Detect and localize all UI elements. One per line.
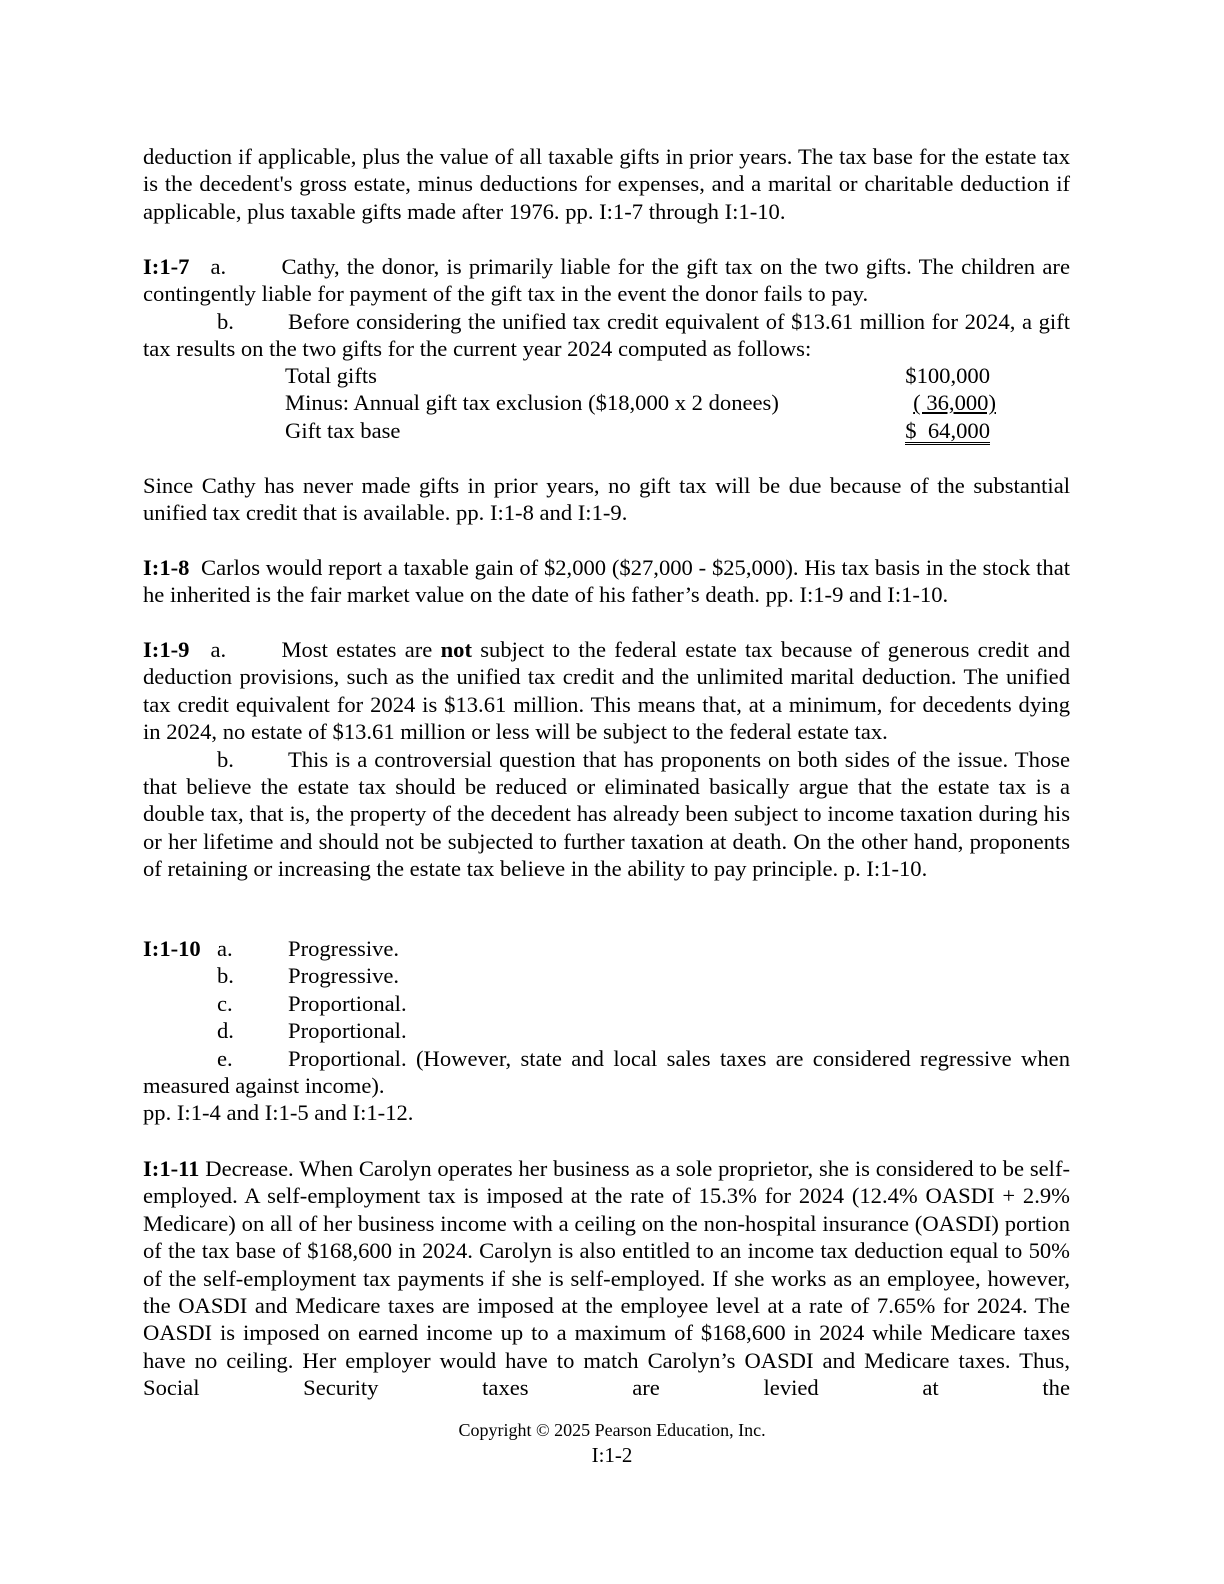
calc-amount: $ 64,000 — [905, 417, 990, 443]
question-10 — [143, 935, 1070, 1127]
q9-a-text-after: subject to the federal estate tax because of generous credit and deduction provisions, such as the unified tax credit and the unlimited marital deduction. The unified tax credit equivalent for 2024 is $13.61 million. This means that, at a minimum, for decedents dying in 2024, no estate of $13.61 million or less will be subject to the federal estate tax. — [143, 637, 1070, 745]
question-8 — [143, 554, 1070, 609]
q10-item-text: Proportional. — [288, 990, 407, 1016]
question-11 — [143, 1155, 1070, 1402]
q9-part-b — [143, 746, 1070, 883]
q7-conclusion: Since Cathy has never made gifts in prior years, no gift tax will be due because of the substantial unified tax credit that is available. pp. I:1-8 and I:1-9. — [143, 473, 1070, 526]
q7-part-a — [143, 253, 1070, 308]
q9-a-text-bold: not — [440, 637, 472, 662]
q10-reference: pp. I:1-4 and I:1-5 and I:1-12. — [143, 1100, 414, 1126]
q10-item — [143, 935, 1070, 962]
q10-item — [143, 962, 1070, 989]
q7-part-b — [143, 308, 1070, 363]
q7-label: I:1-7 — [143, 254, 190, 279]
question-9 — [143, 636, 1070, 883]
q10-item — [143, 990, 1070, 1017]
q9-b-text: This is a controversial question that has proponents on both sides of the issue. Those that believe the estate tax should be reduced or eliminated basically argue that the estate tax is a double tax, that is, the property of the decedent has already been subject to income taxation during his or her lifetime and should not be subjected to further taxation at death. On the other hand, proponents of retaining or increasing the estate tax believe in the ability to pay principle. p. I:1-10. — [143, 746, 1070, 882]
page-number: I:1-2 — [591, 1443, 633, 1467]
q10-item-letter: c. — [217, 990, 233, 1016]
copyright-notice: Copyright © 2025 Pearson Education, Inc. — [458, 1420, 766, 1440]
q9-a-letter: a. — [210, 637, 227, 662]
q11-label: I:1-11 — [143, 1156, 200, 1181]
q9-label: I:1-9 — [143, 637, 190, 662]
calc-label: Total gifts — [285, 363, 377, 388]
q7-b-text: Before considering the unified tax credit equivalent of $13.61 million for 2024, a gift tax results on the two gifts for the current year 2024 computed as follows: — [143, 308, 1070, 362]
calc-row-exclusion — [285, 389, 996, 416]
q10-item-e — [143, 1045, 1070, 1100]
q10-item-letter: b. — [217, 963, 234, 989]
q10-item-text: Progressive. — [288, 936, 400, 961]
q7-b-letter: b. — [217, 308, 234, 334]
calc-amount: $100,000 — [905, 363, 990, 388]
q8-label: I:1-8 — [143, 555, 190, 580]
q10-item-text: Proportional. — [288, 1018, 407, 1044]
q7-a-letter: a. — [210, 254, 227, 279]
intro-paragraph — [143, 143, 1070, 225]
q9-part-a — [143, 636, 1070, 746]
q9-b-letter: b. — [217, 746, 234, 772]
q10-item-letter: a. — [217, 936, 233, 961]
gift-tax-computation — [285, 362, 996, 444]
q8-paragraph — [143, 554, 1070, 609]
q10-label: I:1-10 — [143, 936, 201, 961]
page-footer — [0, 1418, 1224, 1468]
q11-paragraph — [143, 1155, 1070, 1402]
q11-text: Decrease. When Carolyn operates her business as a sole proprietor, she is considered to be self-employed. A self-employment tax is imposed at the rate of 15.3% for 2024 (12.4% OASDI + 2.9% Medicare) on all of her business income with a ceiling on the non-hospital insurance (OASDI) portion of the tax base of $168,600 in 2024. Carolyn is also entitled to an income tax deduction equal to 50% of the self-employment tax payments if she is self-employed. If she works as an employee, however, the OASDI and Medicare taxes are imposed at the employee level at a rate of 7.65% for 2024. The OASDI is imposed on earned income up to a maximum of $168,600 in 2024 while Medicare taxes have no ceiling. Her employer would have to match Carolyn’s OASDI and Medicare taxes. Thus, Social Security taxes are levied at the — [143, 1156, 1070, 1401]
calc-row-total-gifts — [285, 362, 990, 389]
q9-a-text-before: Most estates are — [281, 637, 441, 662]
intro-text: deduction if applicable, plus the value of all taxable gifts in prior years. The tax base for the estate tax is the decedent's gross estate, minus deductions for expenses, and a marital or charitable deduction if applicable, plus taxable gifts made after 1976. pp. I:1-7 through I:1-10. — [143, 144, 1070, 224]
calc-row-tax-base — [285, 417, 990, 444]
question-7 — [143, 253, 1070, 363]
calc-amount: ( 36,000) — [913, 390, 996, 416]
q10-e-text: Proportional. (However, state and local sales taxes are considered regressive when measured against income). — [143, 1045, 1070, 1098]
q10-item-letter: d. — [217, 1018, 234, 1044]
calc-label: Gift tax base — [285, 417, 401, 443]
q10-e-letter: e. — [217, 1045, 233, 1071]
q7-conclusion-paragraph — [143, 472, 1070, 527]
q10-item — [143, 1017, 1070, 1044]
q7-a-text: Cathy, the donor, is primarily liable for the gift tax on the two gifts. The children are contingently liable for payment of the gift tax in the event the donor fails to pay. — [143, 254, 1070, 307]
q10-item-text: Progressive. — [288, 963, 400, 989]
q8-text: Carlos would report a taxable gain of $2,000 ($27,000 - $25,000). His tax basis in the stock that he inherited is the fair market value on the date of his father’s death. pp. I:1-9 and I:1-10. — [143, 555, 1071, 608]
calc-label: Minus: Annual gift tax exclusion ($18,000 x 2 donees) — [285, 390, 779, 416]
